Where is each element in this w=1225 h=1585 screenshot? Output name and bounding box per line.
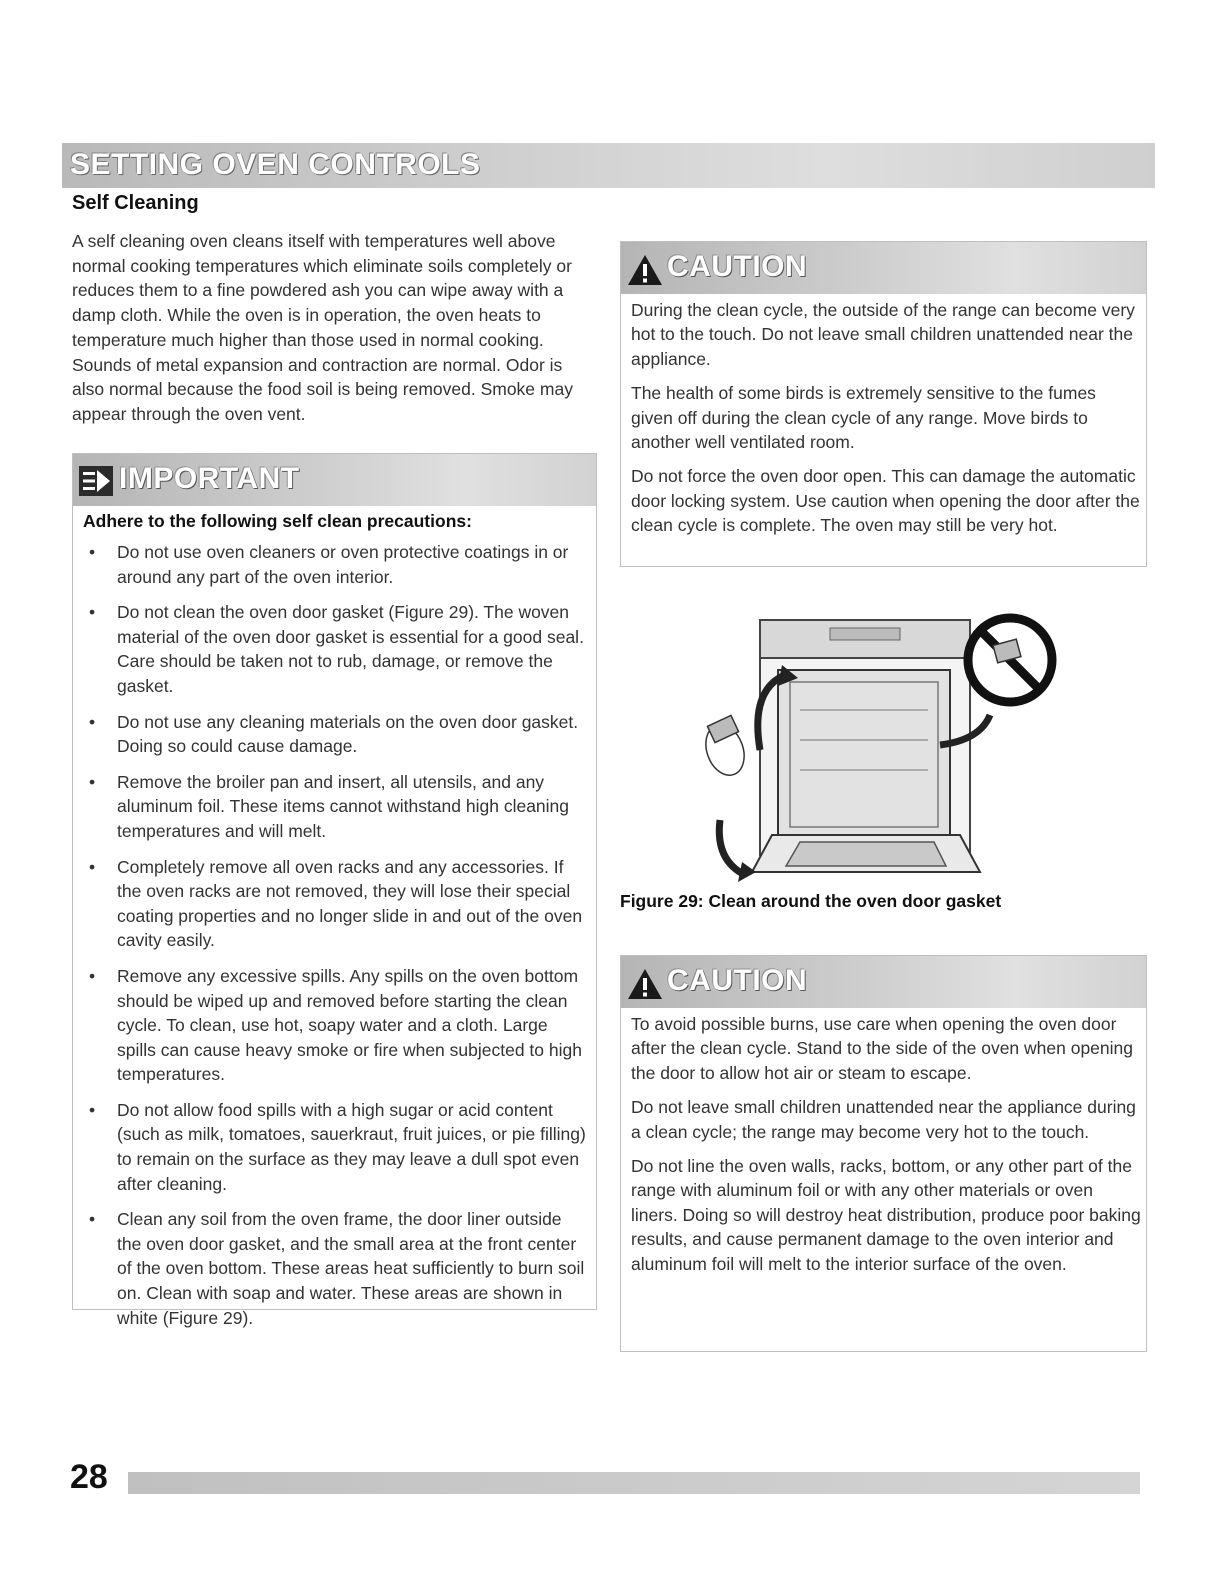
oven-door-gasket-illustration — [690, 610, 1090, 885]
intro-text: A self cleaning oven cleans itself with temperatures well above normal cooking temperatures which eliminate soils completely or reduces them to a fine powdered ash you can wipe away with a damp cloth. While the oven is in operation, the oven heats to temperature much higher than those used in normal cooking. Sounds of metal expansion and contraction are normal. Odor is also normal because the food soil is being removed. Smoke may appear through the oven vent. — [72, 231, 573, 424]
bullet: • — [89, 1209, 96, 1230]
list-item: • Do not use oven cleaners or oven protective coatings in or around any part of the oven interior. — [89, 542, 569, 587]
footer-band — [128, 1472, 1140, 1494]
caution-band — [621, 242, 1146, 294]
caution-paragraph: Do not force the oven door open. This can damage the automatic door locking system. Use caution when opening the door after the clean cycle is complete. The oven may still be very hot. — [631, 466, 1140, 536]
section-title: Self Cleaning — [72, 192, 199, 214]
list-item: • Clean any soil from the oven frame, the door liner outside the oven door gasket, and the small area at the front center of the oven bottom. These areas heat sufficiently to burn soil on. Clean with soap and water. These areas are shown in white (Figure 29). — [89, 1209, 585, 1328]
bullet: • — [89, 965, 96, 986]
no-symbol-icon — [968, 618, 1052, 702]
caution-band — [621, 956, 1146, 1008]
caution-text — [631, 298, 1141, 548]
bullet: • — [89, 1099, 96, 1120]
caution-paragraph: To avoid possible burns, use care when opening the oven door after the clean cycle. Stand to the side of the oven when opening the door to allow hot air or steam to escape. — [631, 1014, 1134, 1083]
caution-box-2 — [620, 955, 1147, 1352]
caution-label: CAUTION — [667, 964, 808, 997]
caution-paragraph: Do not line the oven walls, racks, bottom, or any other part of the range with aluminum foil or with any other materials or oven liners. Doing so will destroy heat distribution, produce poor baking results, and cause permanent damage to the oven interior and aluminum foil will melt to the interior surface of the oven. — [631, 1156, 1141, 1274]
precautions-heading: Adhere to the following self clean precautions: — [83, 511, 472, 531]
arrow-right-icon — [79, 466, 113, 501]
bullet: • — [89, 542, 96, 562]
warning-triangle-icon — [627, 968, 663, 1005]
caution-text — [631, 1012, 1141, 1286]
caution-box-1 — [620, 241, 1147, 567]
intro-paragraph — [72, 229, 597, 427]
list-item: • Do not clean the oven door gasket (Figure 29). The woven material of the oven door gasket is essential for a good seal. Care should be taken not to rub, damage, or remove the gasket. — [89, 602, 584, 696]
warning-triangle-icon — [627, 254, 663, 291]
list-item: • Do not allow food spills with a high sugar or acid content (such as milk, tomatoes, sauerkraut, fruit juices, or pie filling) to remain on the surface as they may leave a dull spot even after cleaning. — [89, 1099, 586, 1194]
precautions-list — [73, 540, 588, 1341]
figure-caption: Figure 29: Clean around the oven door gasket — [620, 891, 1002, 911]
caution-paragraph: Do not leave small children unattended near the appliance during a clean cycle; the range may become very hot to the touch. — [631, 1097, 1136, 1142]
section-header-band — [62, 143, 1155, 188]
page-title: SETTING OVEN CONTROLS — [70, 148, 481, 181]
list-item: • Do not use any cleaning materials on the oven door gasket. Doing so could cause damage. — [89, 711, 579, 757]
caution-paragraph: The health of some birds is extremely sensitive to the fumes given off during the clean cycle of any range. Move birds to another well ventilated room. — [631, 383, 1096, 453]
page-number: 28 — [70, 1458, 108, 1496]
list-item: • Completely remove all oven racks and any accessories. If the oven racks are not removed, they will lose their special coating properties and no longer slide in and out of the oven cavity easily. — [89, 856, 583, 951]
list-item: • Remove the broiler pan and insert, all utensils, and any aluminum foil. These items cannot withstand high cleaning temperatures and will melt. — [89, 771, 570, 841]
caution-paragraph: During the clean cycle, the outside of the range can become very hot to the touch. Do not leave small children unattended near the appliance. — [631, 300, 1135, 369]
important-box — [72, 453, 597, 1328]
list-item: • Remove any excessive spills. Any spills on the oven bottom should be wiped up and removed before starting the clean cycle. To clean, use hot, soapy water and a cloth. Large spills can cause heavy smoke or fire when subjected to high temperatures. — [89, 965, 582, 1085]
bullet: • — [89, 856, 96, 877]
caution-label: CAUTION — [667, 250, 808, 283]
important-label: IMPORTANT — [119, 462, 300, 495]
important-band — [73, 454, 596, 506]
bullet: • — [89, 602, 96, 623]
bullet: • — [89, 771, 96, 792]
bullet: • — [89, 711, 96, 732]
